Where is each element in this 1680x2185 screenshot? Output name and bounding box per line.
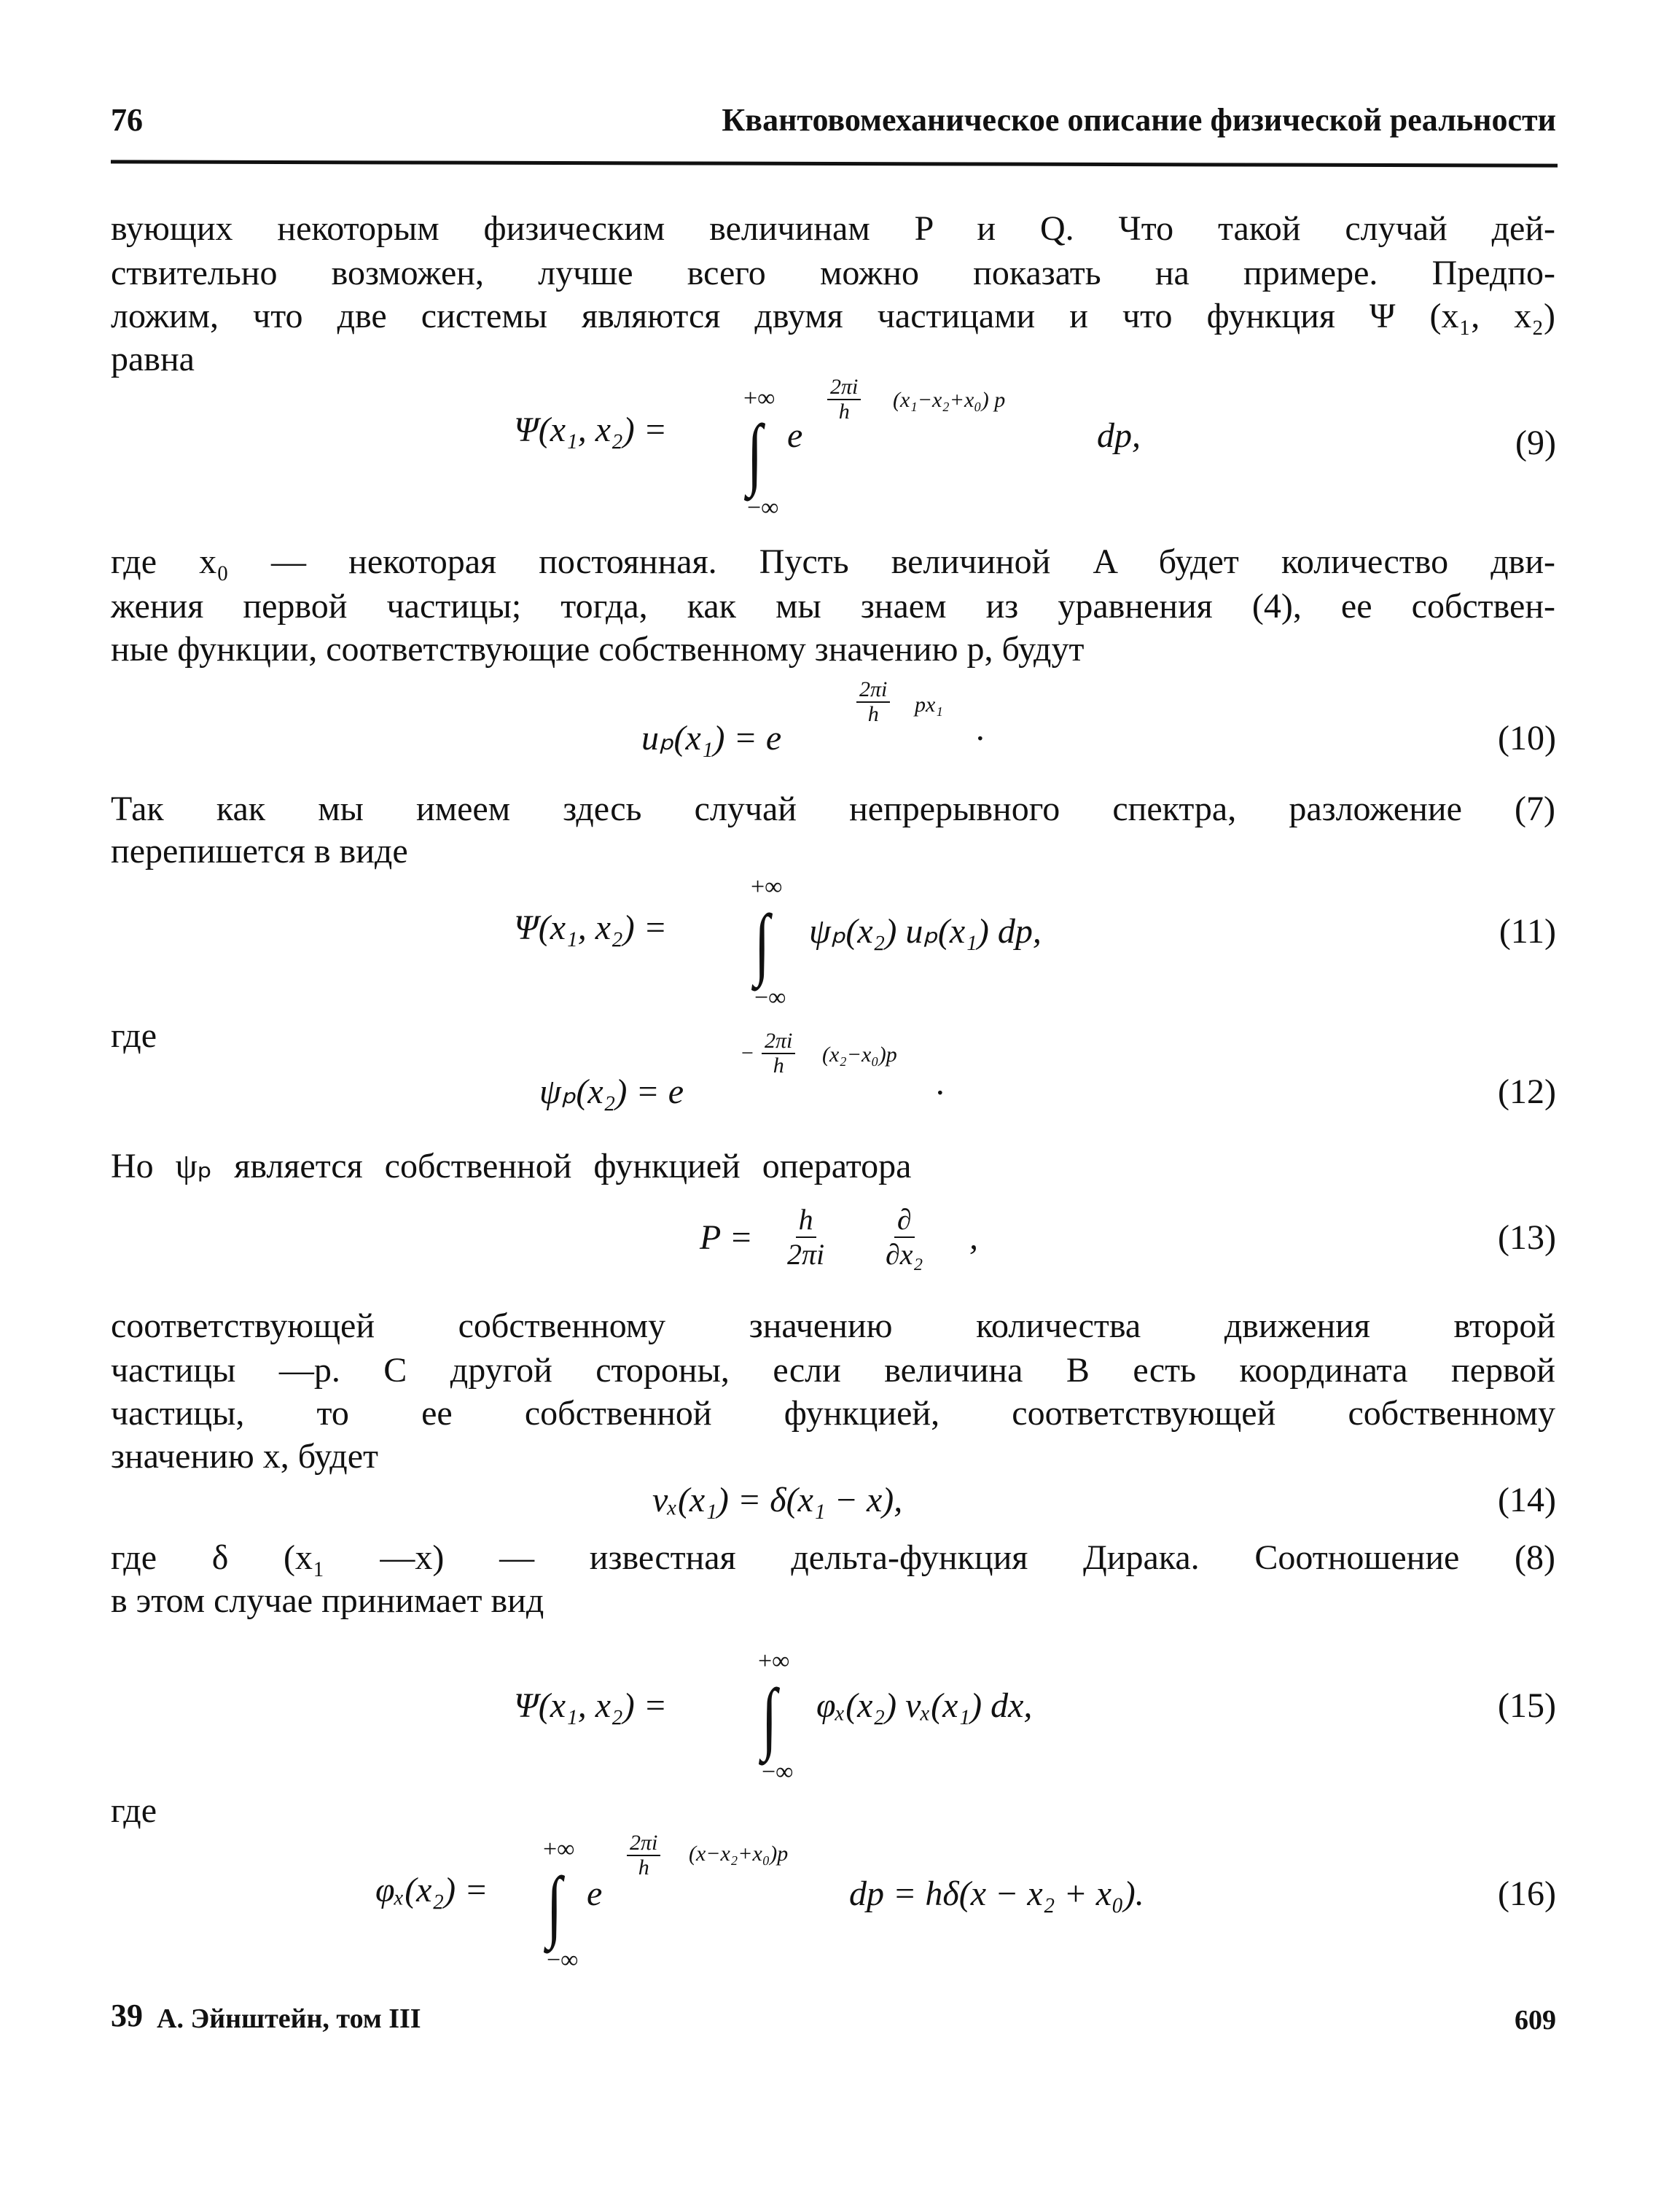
eq16-rhs: dp = hδ(x − x₂ + x₀).: [849, 1874, 1144, 1913]
eq12-rhs: .: [937, 1064, 945, 1102]
integral-sign: ∫: [747, 408, 763, 497]
eq10-lhs: uₚ(x₁) = e: [641, 719, 782, 757]
text-line: вующих некоторым физическим величинам P и Q. Что такой случай дей-: [111, 209, 1556, 248]
integral-sign: ∫: [762, 1672, 778, 1761]
eq11-lhs: Ψ(x₁, x₂) =: [514, 908, 668, 947]
running-title: Квантовомеханическое описание физической реальности: [722, 102, 1556, 138]
eq11-rhs: ψₚ(x₂) uₚ(x₁) dp,: [809, 912, 1042, 951]
text-line: значению x, будет: [111, 1437, 378, 1476]
footer-note: А. Эйнштейн, том III: [157, 2003, 421, 2034]
eq16-lower-limit: −∞: [547, 1947, 579, 1974]
fraction-denominator: 2πi: [787, 1238, 825, 1271]
equation-number: (10): [1498, 719, 1556, 757]
text-line: перепишется в виде: [111, 832, 408, 871]
eq16-exponent: (x−x₂+x₀)p: [689, 1842, 789, 1866]
eq16-base: e: [587, 1874, 603, 1913]
eq10-rhs: .: [977, 709, 985, 748]
fraction-numerator: h: [796, 1203, 816, 1238]
text-line: в этом случае принимает вид: [111, 1581, 544, 1620]
eq13-rhs: ,: [969, 1218, 978, 1257]
signature-mark: 39: [111, 1998, 143, 2033]
eq9-lower-limit: −∞: [747, 494, 779, 521]
text-line: частицы —p. С другой стороны, если величина B есть координата первой: [111, 1351, 1555, 1390]
eq12-fraction: [762, 1029, 795, 1078]
eq13-fraction-1: [787, 1203, 824, 1271]
eq15-upper-limit: +∞: [758, 1648, 790, 1675]
text-line: Так как мы имеем здесь случай непрерывного спектра, разложение (7): [111, 790, 1555, 828]
text-line: Но ψₚ является собственной функцией оператора: [111, 1147, 912, 1185]
equation-number: (11): [1499, 912, 1556, 951]
eq16-upper-limit: +∞: [543, 1836, 575, 1863]
eq16-lhs: φₓ(x₂) =: [375, 1871, 488, 1909]
text-line: где: [111, 1791, 157, 1830]
fraction-numerator: 2πi: [827, 375, 861, 400]
fraction-denominator: ∂x₂: [886, 1238, 923, 1271]
eq12-exponent: (x₂−x₀)p: [822, 1043, 897, 1067]
footer-page-number: 609: [1515, 2005, 1556, 2036]
fraction-numerator: 2πi: [627, 1831, 660, 1856]
text-line: ложим, что две системы являются двумя частицами и что функция Ψ (x₁, x₂): [111, 297, 1555, 335]
equation-number: (12): [1498, 1072, 1556, 1111]
fraction-numerator: 2πi: [762, 1029, 795, 1054]
equation-number: (9): [1515, 424, 1556, 462]
text-line: где x₀ — некоторая постоянная. Пусть величиной A будет количество дви-: [111, 542, 1555, 581]
fraction-denominator: h: [773, 1053, 784, 1078]
integral-sign: ∫: [754, 898, 770, 987]
text-line: ные функции, соответствующие собственному значению p, будут: [111, 630, 1085, 669]
header-rule: [111, 160, 1558, 167]
eq15-rhs: φₓ(x₂) vₓ(x₁) dx,: [816, 1686, 1033, 1725]
equation-number: (15): [1498, 1686, 1556, 1725]
eq9-base: e: [787, 416, 803, 455]
eq11-upper-limit: +∞: [751, 873, 783, 900]
fraction-numerator: 2πi: [856, 678, 890, 703]
eq13-fraction-2: [886, 1203, 923, 1271]
eq16-fraction: [627, 1831, 660, 1880]
eq9-exponent: (x₁−x₂+x₀) p: [893, 388, 1006, 412]
integral-sign: ∫: [547, 1861, 563, 1950]
text-line: соответствующей собственному значению количества движения второй: [111, 1306, 1555, 1345]
eq12-lhs: ψₚ(x₂) = e: [539, 1072, 684, 1111]
text-line: где δ (x₁ —x) — известная дельта-функция Дирака. Соотношение (8): [111, 1538, 1555, 1577]
eq14-text: vₓ(x₁) = δ(x₁ − x),: [652, 1481, 903, 1519]
text-line: ствительно возможен, лучше всего можно показать на примере. Предпо-: [111, 254, 1555, 292]
eq9-upper-limit: +∞: [743, 385, 775, 412]
eq9-rhs: dp,: [1097, 416, 1141, 455]
fraction-denominator: h: [867, 702, 879, 726]
text-line: где: [111, 1016, 157, 1055]
equation-number: (13): [1498, 1218, 1556, 1257]
equation-number: (14): [1498, 1481, 1556, 1519]
fraction-denominator: h: [838, 400, 850, 424]
text-line: частицы, то ее собственной функцией, соответствующей собственному: [111, 1394, 1555, 1433]
eq10-exponent: px₁: [915, 693, 943, 717]
eq10-fraction: [856, 678, 890, 726]
eq13-lhs: P =: [700, 1218, 753, 1257]
equation-number: (16): [1498, 1874, 1556, 1913]
fraction-numerator: ∂: [894, 1203, 915, 1238]
eq9-lhs: Ψ(x₁, x₂) =: [514, 410, 668, 449]
eq12-sign: −: [740, 1041, 755, 1065]
eq15-lower-limit: −∞: [762, 1758, 794, 1785]
text-line: жения первой частицы; тогда, как мы знаем из уравнения (4), ее собствен-: [111, 587, 1555, 626]
page-number: 76: [111, 102, 143, 138]
eq9-fraction: [827, 375, 861, 424]
eq15-lhs: Ψ(x₁, x₂) =: [514, 1686, 668, 1725]
fraction-denominator: h: [638, 1855, 649, 1880]
text-line: равна: [111, 340, 195, 378]
eq11-lower-limit: −∞: [754, 984, 786, 1011]
